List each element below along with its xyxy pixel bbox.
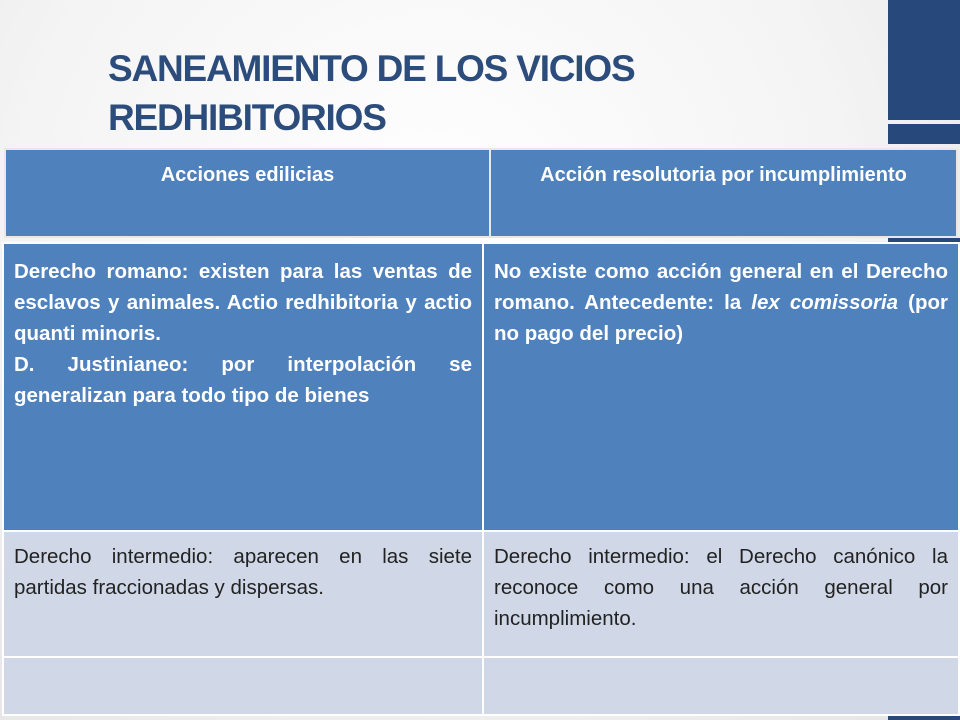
cell-romano-edilicias [3, 243, 483, 531]
slide-title: SANEAMIENTO DE LOS VICIOS REDHIBITORIOS [108, 48, 635, 138]
cell-empty [483, 657, 959, 715]
cell-text: (por no pago del precio) [494, 291, 948, 345]
cell-intermedio-edilicias: Derecho intermedio: aparecen en las siete partidas fraccionadas y dispersas. [3, 531, 483, 657]
table-row [3, 243, 959, 531]
header-acciones-edilicias: Acciones edilicias [5, 149, 490, 237]
header-table [4, 148, 958, 238]
table-row [3, 657, 959, 715]
table-row [3, 531, 959, 657]
cell-intermedio-resolutoria: Derecho intermedio: el Derecho canónico la reconoce como una acción general por incumplimiento. [483, 531, 959, 657]
cell-emphasis: lex comissoria [751, 291, 899, 314]
side-accent-segment [888, 124, 960, 144]
cell-paragraph: Derecho romano: existen para las ventas de esclavos y animales. Actio redhibitoria y actio quanti minoris. [14, 260, 472, 345]
header-accion-resolutoria: Acción resolutoria por incumplimiento [490, 149, 957, 237]
cell-text: No existe como acción general en el Derecho romano. Antecedente: la [494, 260, 948, 314]
cell-romano-resolutoria [483, 243, 959, 531]
cell-empty [3, 657, 483, 715]
comparison-table [2, 242, 960, 716]
side-accent-segment [888, 0, 960, 120]
cell-paragraph: D. Justinianeo: por interpolación se generalizan para todo tipo de bienes [14, 353, 472, 407]
header-row [5, 149, 957, 237]
